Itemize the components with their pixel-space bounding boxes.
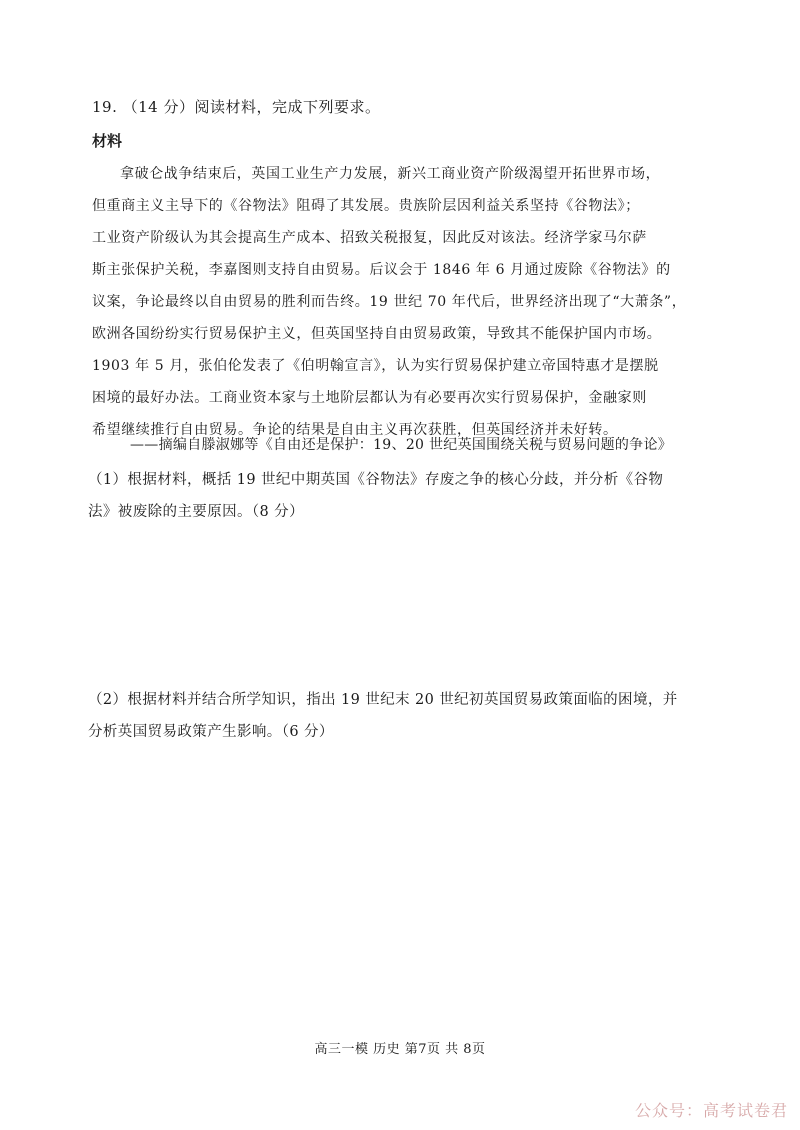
material-line: 斯主张保护关税，李嘉图则支持自由贸易。后议会于 1846 年 6 月通过废除《谷物法》的 (92, 262, 671, 278)
material-label: 材料 (92, 132, 123, 150)
material-line: 困境的最好办法。工商业资本家与土地阶层都认为有必要再次实行贸易保护，金融家则 (92, 390, 647, 406)
sub-question-line: 分析英国贸易政策产生影响。（6 分） (88, 724, 334, 740)
material-line: 拿破仑战争结束后，英国工业生产力发展，新兴工商业资产阶级渴望开拓世界市场， (120, 166, 661, 182)
material-line: 欧洲各国纷纷实行贸易保护主义，但英国坚持自由贸易政策，导致其不能保护国内市场。 (92, 326, 662, 342)
material-source: ——摘编自滕淑娜等《自由还是保护：19、20 世纪英国围绕关税与贸易问题的争论》 (130, 437, 673, 453)
material-line: 议案，争论最终以自由贸易的胜利而告终。19 世纪 70 年代后，世界经济出现了“大萧条”， (92, 294, 687, 310)
question-title: 19. （14 分）阅读材料，完成下列要求。 (92, 98, 381, 116)
page-footer: 高三一模 历史 第7页 共 8页 (314, 1042, 486, 1057)
material-line: 但重商主义主导下的《谷物法》阻碍了其发展。贵族阶层因利益关系坚持《谷物法》； (92, 198, 640, 214)
sub-question-1 (88, 464, 724, 528)
sub-question-line: 法》被废除的主要原因。（8 分） (88, 504, 304, 520)
material-line: 1903 年 5 月，张伯伦发表了《伯明翰宣言》，认为实行贸易保护建立帝国特惠才是摆脱 (92, 358, 659, 374)
sub-question-2 (88, 684, 724, 748)
sub-question-line: （1）根据材料，概括 19 世纪中期英国《谷物法》存废之争的核心分歧，并分析《谷物 (88, 472, 664, 488)
sub-question-line: （2）根据材料并结合所学知识，指出 19 世纪末 20 世纪初英国贸易政策面临的困境，并 (88, 692, 678, 708)
material-line: 工业资产阶级认为其会提高生产成本、招致关税报复，因此反对该法。经济学家马尔萨 (92, 230, 647, 246)
material-line: 希望继续推行自由贸易。争论的结果是自由主义再次获胜，但英国经济并未好转。 (92, 422, 618, 438)
material-passage (92, 158, 716, 446)
watermark: 公众号：高考试卷君 (634, 1101, 788, 1120)
